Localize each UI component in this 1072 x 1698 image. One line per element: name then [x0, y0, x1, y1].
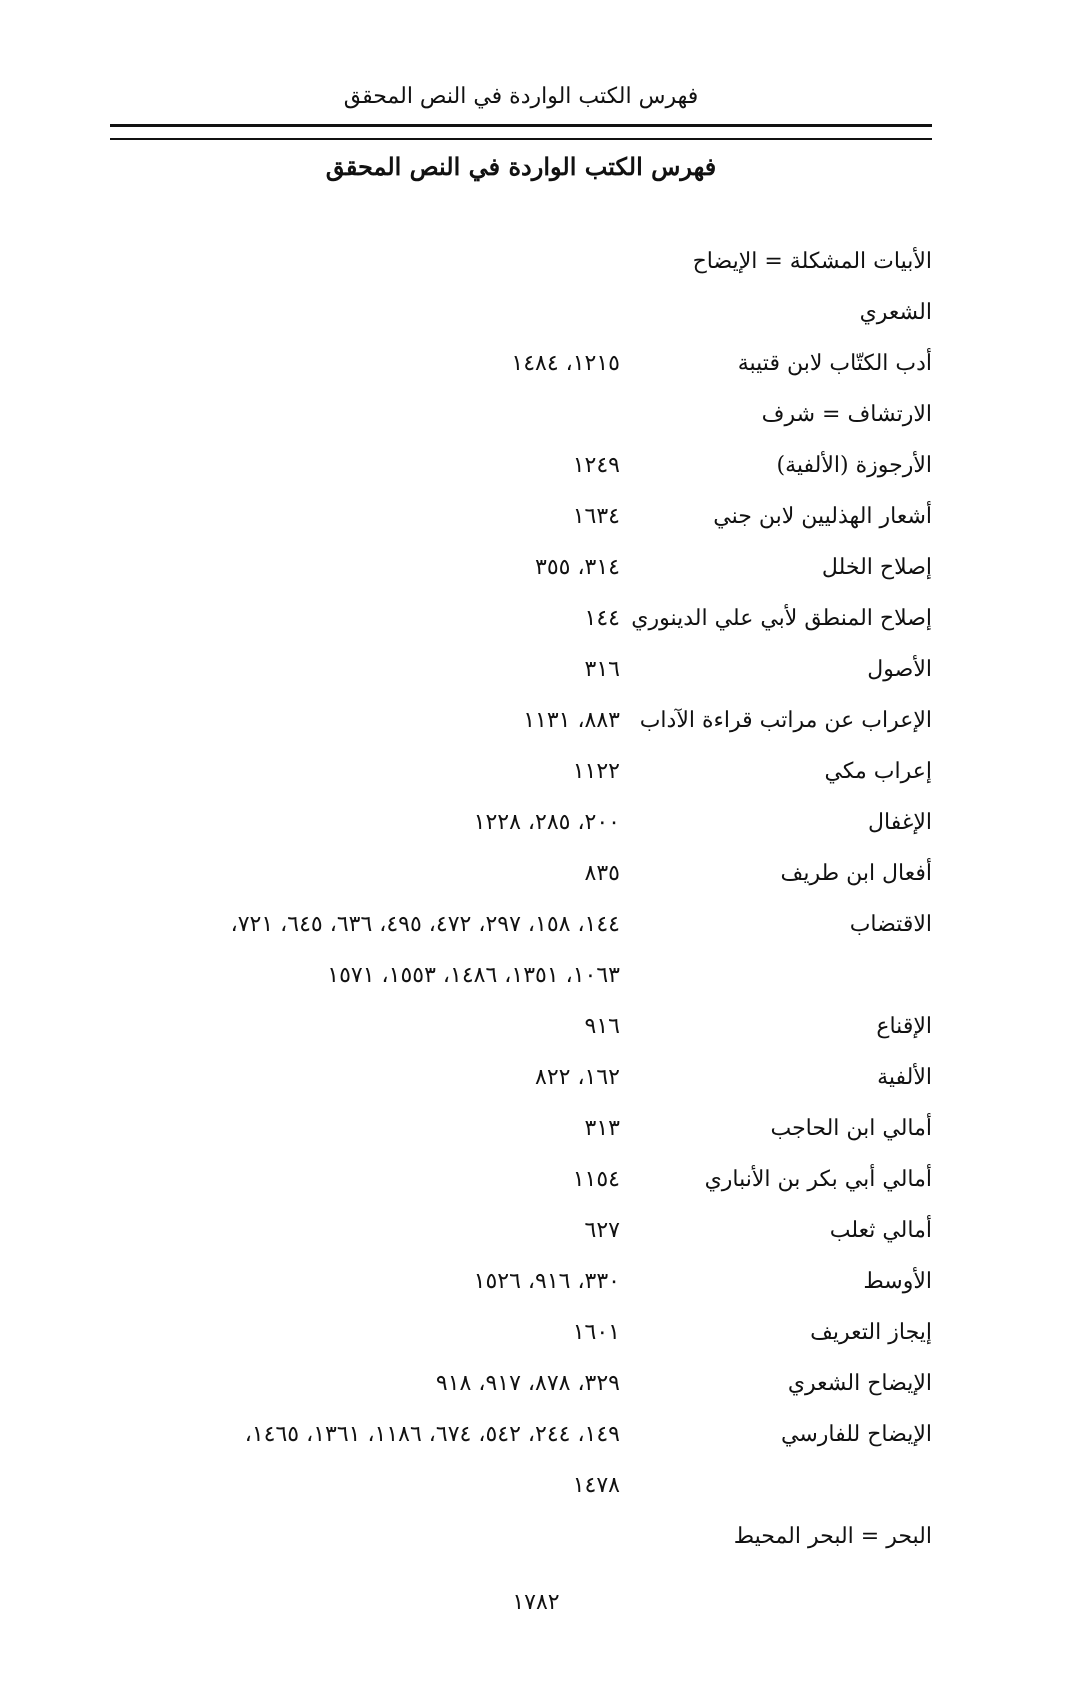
entry-title: الارتشاف = شرف	[761, 402, 932, 427]
index-entry	[110, 1265, 932, 1316]
section-title: فهرس الكتب الواردة في النص المحقق	[325, 152, 717, 181]
index-entry	[110, 1367, 932, 1418]
entry-title: أمالي أبي بكر بن الأنباري	[704, 1167, 932, 1192]
index-entry	[110, 1214, 932, 1265]
entry-pages: ٨٣٥	[584, 861, 620, 886]
header-rule-thick	[110, 124, 932, 127]
index-entry	[110, 653, 932, 704]
entry-pages: ٨٨٣، ١١٣١	[523, 708, 620, 733]
index-entry	[110, 857, 932, 908]
index-entry	[110, 806, 932, 857]
entry-pages: ١٠٦٣، ١٣٥١، ١٤٨٦، ١٥٥٣، ١٥٧١	[327, 963, 620, 988]
entry-title: الإغفال	[868, 810, 932, 835]
index-entry	[110, 704, 932, 755]
entry-pages: ١٦٠١	[572, 1320, 620, 1345]
index-entry	[110, 347, 932, 398]
entry-title: الأصول	[867, 657, 932, 682]
entry-pages: ٣١٤، ٣٥٥	[535, 555, 620, 580]
index-entry	[110, 1112, 932, 1163]
entry-title: الإعراب عن مراتب قراءة الآداب	[639, 708, 932, 733]
entry-pages: ١٢٤٩	[572, 453, 620, 478]
index-entry	[110, 1520, 932, 1571]
entry-title: إعراب مكي	[824, 759, 932, 784]
index-entry	[110, 908, 932, 959]
index-entry	[110, 1316, 932, 1367]
page-number: ١٧٨٢	[512, 1590, 560, 1615]
index-entry	[110, 551, 932, 602]
running-head: فهرس الكتب الواردة في النص المحقق	[343, 84, 699, 109]
entry-title: أدب الكتّاب لابن قتيبة	[737, 351, 932, 376]
entry-pages: ٣١٣	[584, 1116, 620, 1141]
index-entry	[110, 449, 932, 500]
book-index-list	[110, 245, 932, 1571]
index-entry	[110, 1418, 932, 1469]
entry-title: الأوسط	[863, 1269, 932, 1294]
index-entry	[110, 296, 932, 347]
entry-title: الشعري	[859, 300, 932, 325]
entry-title: إيجاز التعريف	[810, 1320, 932, 1345]
header-rule-thin	[110, 138, 932, 140]
entry-title: الأبيات المشكلة = الإيضاح	[692, 249, 932, 274]
entry-title: إصلاح المنطق لأبي علي الدينوري	[631, 606, 932, 631]
index-entry-continuation	[110, 1469, 932, 1520]
index-entry-continuation	[110, 959, 932, 1010]
entry-title: الإقناع	[876, 1014, 932, 1039]
entry-pages: ٢٠٠، ٢٨٥، ١٢٢٨	[473, 810, 620, 835]
index-entry	[110, 1163, 932, 1214]
index-entry	[110, 245, 932, 296]
entry-title: أمالي ثعلب	[829, 1218, 932, 1243]
entry-pages: ١٤٩، ٢٤٤، ٥٤٢، ٦٧٤، ١١٨٦، ١٣٦١، ١٤٦٥،	[244, 1422, 620, 1447]
entry-title: الألفية	[877, 1065, 932, 1090]
index-entry	[110, 1010, 932, 1061]
entry-title: الإيضاح الشعري	[787, 1371, 932, 1396]
index-entry	[110, 398, 932, 449]
index-entry	[110, 1061, 932, 1112]
entry-pages: ١٤٤، ١٥٨، ٢٩٧، ٤٧٢، ٤٩٥، ٦٣٦، ٦٤٥، ٧٢١،	[230, 912, 620, 937]
entry-title: الاقتضاب	[849, 912, 932, 937]
entry-title: إصلاح الخلل	[821, 555, 932, 580]
entry-title: أمالي ابن الحاجب	[770, 1116, 932, 1141]
entry-pages: ٣٣٠، ٩١٦، ١٥٢٦	[473, 1269, 620, 1294]
entry-pages: ١١٢٢	[572, 759, 620, 784]
entry-title: أفعال ابن طريف	[780, 861, 932, 886]
entry-pages: ٩١٦	[584, 1014, 620, 1039]
entry-pages: ٣٢٩، ٨٧٨، ٩١٧، ٩١٨	[435, 1371, 620, 1396]
entry-title: البحر = البحر المحيط	[733, 1524, 932, 1549]
entry-pages: ١٦٣٤	[572, 504, 620, 529]
entry-title: الإيضاح للفارسي	[781, 1422, 932, 1447]
entry-pages: ١٤٧٨	[572, 1473, 620, 1498]
entry-pages: ١٢١٥، ١٤٨٤	[511, 351, 620, 376]
entry-pages: ٦٢٧	[584, 1218, 620, 1243]
entry-pages: ٣١٦	[584, 657, 620, 682]
index-entry	[110, 500, 932, 551]
entry-pages: ١١٥٤	[572, 1167, 620, 1192]
index-entry	[110, 755, 932, 806]
entry-pages: ١٤٤	[584, 606, 620, 631]
index-entry	[110, 602, 932, 653]
entry-pages: ١٦٢، ٨٢٢	[535, 1065, 620, 1090]
entry-title: أشعار الهذليين لابن جني	[713, 504, 932, 529]
entry-title: الأرجوزة (الألفية)	[776, 453, 932, 478]
